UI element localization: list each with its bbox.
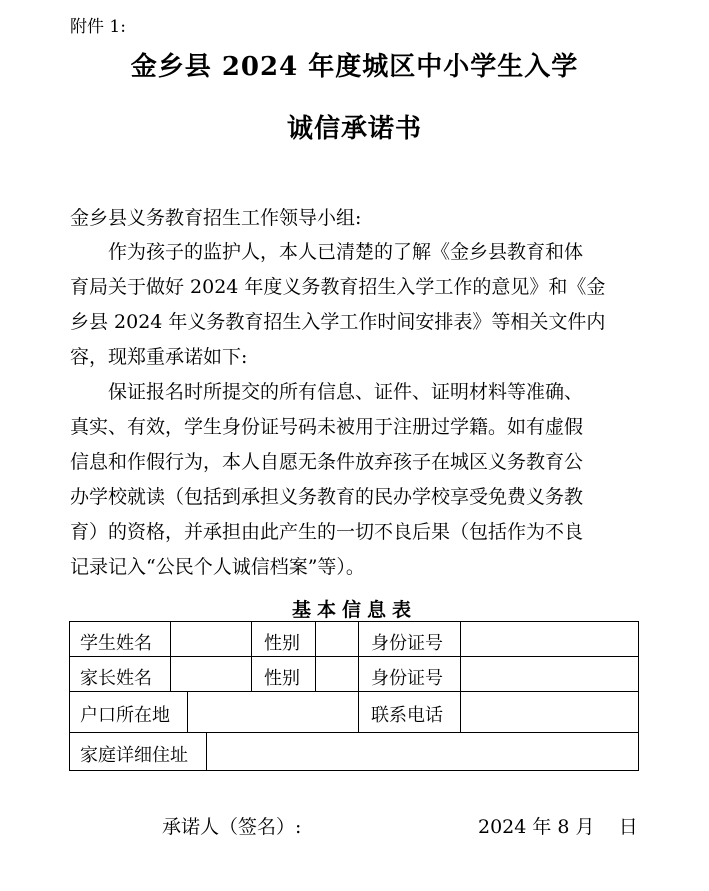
- paragraph-line: 容，现郑重承诺如下:: [70, 346, 248, 368]
- table-title: 基本信息表: [291, 599, 417, 621]
- table-col-divider: [315, 622, 316, 691]
- phone-label: 联系电话: [371, 705, 443, 726]
- table-col-divider: [187, 691, 188, 732]
- table-row-divider: [70, 732, 638, 733]
- table-row-divider: [70, 656, 638, 657]
- document-title: 金乡县 2024 年度城区中小学生入学: [130, 52, 579, 82]
- signer-label: 承诺人（签名）:: [162, 816, 302, 838]
- hukou-label: 户口所在地: [80, 705, 170, 726]
- document-subtitle: 诚信承诺书: [286, 114, 422, 144]
- table-col-divider: [206, 732, 207, 771]
- table-col-divider: [358, 622, 359, 732]
- table-col-divider: [170, 622, 171, 691]
- student-name-label: 学生姓名: [80, 633, 152, 654]
- parent-name-label: 家长姓名: [80, 668, 152, 689]
- paragraph-line: 信息和作假行为，本人自愿无条件放弃孩子在城区义务教育公: [70, 451, 584, 473]
- attachment-label: 附件 1:: [70, 17, 126, 37]
- info-table: [69, 621, 639, 771]
- paragraph-line: 记录记入“公民个人诚信档案”等）。: [70, 556, 365, 578]
- table-col-divider: [251, 622, 252, 691]
- paragraph-line: 办学校就读（包括到承担义务教育的民办学校享受免费义务教: [70, 486, 584, 508]
- paragraph-line: 育局关于做好 2024 年度义务教育招生入学工作的意见》和《金: [70, 276, 606, 298]
- gender-label: 性别: [264, 633, 300, 654]
- salutation: 金乡县义务教育招生工作领导小组:: [70, 207, 362, 229]
- paragraph-line: 作为孩子的监护人，本人已清楚的了解《金乡县教育和体: [108, 241, 584, 263]
- paragraph-line: 保证报名时所提交的所有信息、证件、证明材料等准确、: [108, 381, 584, 403]
- gender-label: 性别: [264, 668, 300, 689]
- paragraph-line: 育）的资格，并承担由此产生的一切不良后果（包括作为不良: [70, 521, 584, 543]
- paragraph-line: 真实、有效，学生身份证号码未被用于注册过学籍。如有虚假: [70, 416, 584, 438]
- table-col-divider: [460, 622, 461, 732]
- date-label: 2024 年 8 月 日: [478, 816, 638, 838]
- id-number-label: 身份证号: [371, 668, 443, 689]
- paragraph-line: 乡县 2024 年义务教育招生入学工作时间安排表》等相关文件内: [70, 311, 606, 333]
- id-number-label: 身份证号: [371, 633, 443, 654]
- address-label: 家庭详细住址: [80, 745, 188, 766]
- table-row-divider: [70, 691, 638, 692]
